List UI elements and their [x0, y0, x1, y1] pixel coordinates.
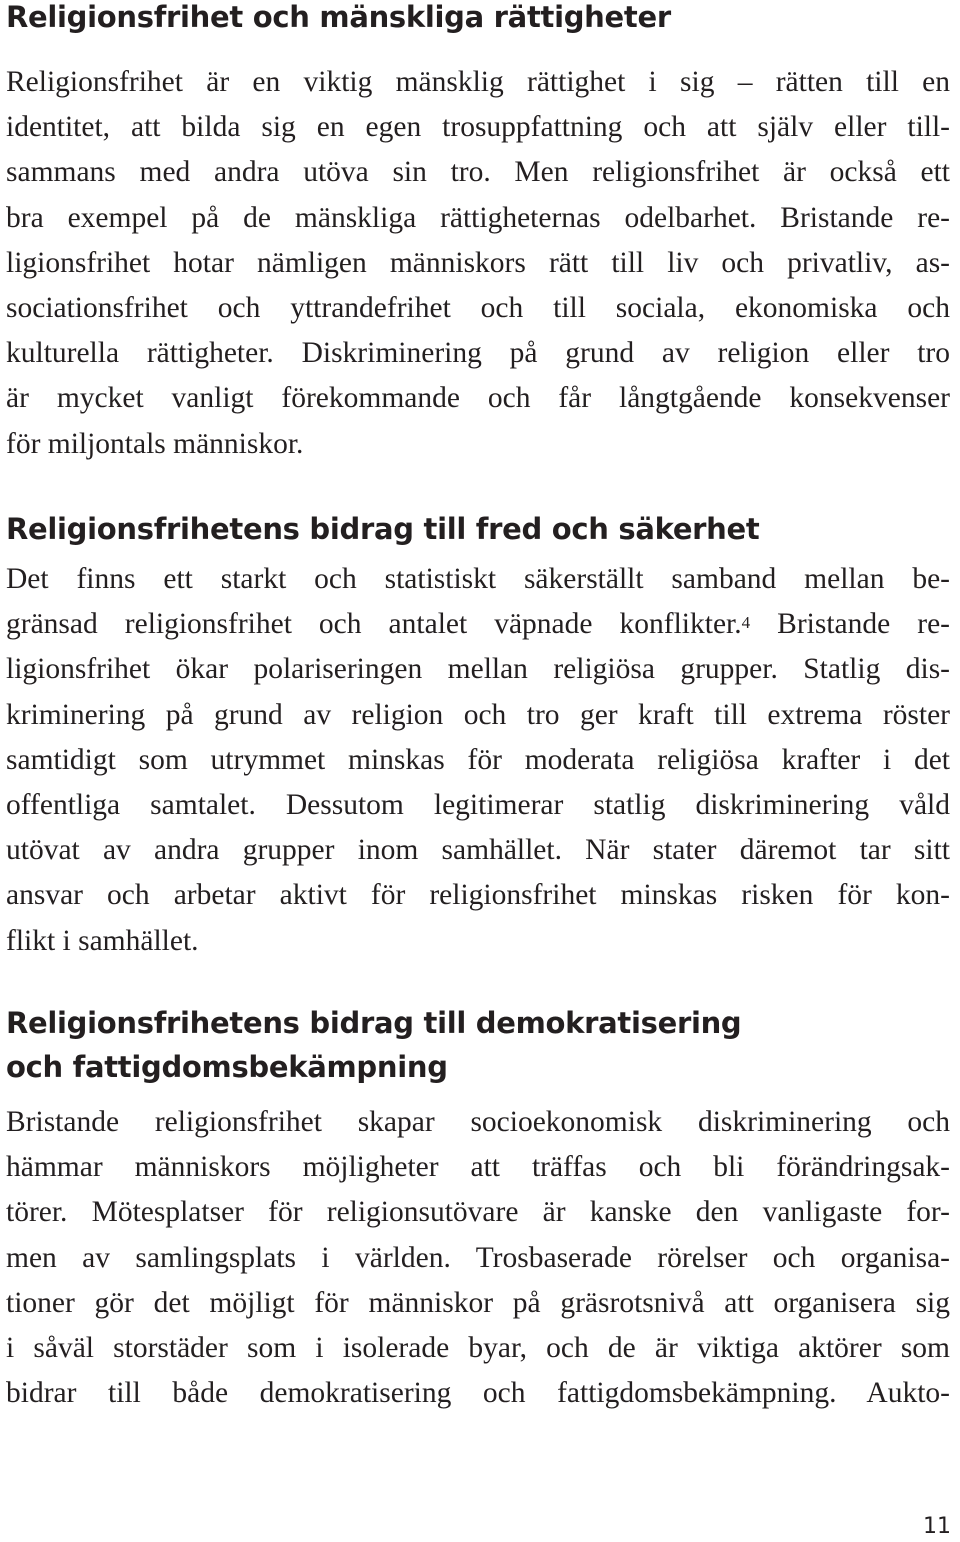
text-line: törer. Mötesplatser för religionsutövare är kanske den vanligaste for-	[6, 1196, 950, 1229]
heading-line: och fattigdomsbekämpning	[6, 1050, 448, 1084]
text-line: bidrar till både demokratisering och fattigdomsbekämpning. Aukto-	[6, 1377, 950, 1410]
text-line: ligionsfrihet ökar polariseringen mellan religiösa grupper. Statlig dis-	[6, 653, 950, 686]
text-line: bra exempel på de mänskliga rättigheternas odelbarhet. Bristande re-	[6, 201, 950, 234]
text-line: Det finns ett starkt och statistiskt säkerställt samband mellan be-	[6, 563, 950, 595]
text-line: kulturella rättigheter. Diskriminering på grund av religion eller tro	[6, 337, 950, 370]
text-line: Bristande religionsfrihet skapar socioekonomisk diskriminering och	[6, 1106, 950, 1138]
text-line: sammans med andra utöva sin tro. Men religionsfrihet är också ett	[6, 156, 950, 189]
heading-line: Religionsfrihetens bidrag till demokratisering	[6, 1006, 742, 1040]
text-line: för miljontals människor.	[6, 427, 304, 460]
paragraph-peace-security	[6, 557, 950, 964]
section-heading-religious-freedom-human-rights: Religionsfrihet och mänskliga rättigheter	[6, 0, 671, 34]
text-line: tioner gör det möjligt för människor på gräsrotsnivå att organisera sig	[6, 1286, 950, 1319]
text-line: hämmar människors möjligheter att träffas och bli förändringsak-	[6, 1151, 950, 1184]
text-segment: gränsad religionsfrihet och antalet väpnade konflikter.	[6, 608, 742, 641]
section-heading-peace-security: Religionsfrihetens bidrag till fred och säkerhet	[6, 512, 760, 546]
paragraph-democratization-poverty	[6, 1100, 950, 1416]
text-line: utövat av andra grupper inom samhället. När stater däremot tar sitt	[6, 834, 950, 867]
text-line: samtidigt som utrymmet minskas för moderata religiösa krafter i det	[6, 743, 950, 776]
text-segment: Bristande re-	[750, 608, 950, 641]
text-line: i såväl storstäder som i isolerade byar, och de är viktiga aktörer som	[6, 1332, 950, 1365]
text-line: ansvar och arbetar aktivt för religionsfrihet minskas risken för kon-	[6, 879, 950, 912]
text-line: ligionsfrihet hotar nämligen människors rätt till liv och privatliv, as-	[6, 246, 950, 279]
text-line: sociationsfrihet och yttrandefrihet och till sociala, ekonomiska och	[6, 292, 950, 325]
footnote-reference[interactable]: 4	[741, 613, 751, 633]
text-line: men av samlingsplats i världen. Trosbaserade rörelser och organisa-	[6, 1241, 950, 1274]
text-line: offentliga samtalet. Dessutom legitimerar statlig diskriminering våld	[6, 789, 950, 822]
text-line: är mycket vanligt förekommande och får långtgående konsekvenser	[6, 382, 950, 415]
text-line: identitet, att bilda sig en egen trosuppfattning och att själv eller till-	[6, 111, 950, 144]
text-line: flikt i samhället.	[6, 924, 199, 957]
text-line: kriminering på grund av religion och tro ger kraft till extrema röster	[6, 698, 950, 731]
page-number: 11	[923, 1514, 951, 1539]
paragraph-religious-freedom-human-rights	[6, 60, 950, 467]
section-heading-democratization-poverty	[6, 1001, 741, 1089]
text-line: Religionsfrihet är en viktig mänsklig rättighet i sig – rätten till en	[6, 66, 950, 98]
text-line-with-footnote	[6, 602, 950, 647]
